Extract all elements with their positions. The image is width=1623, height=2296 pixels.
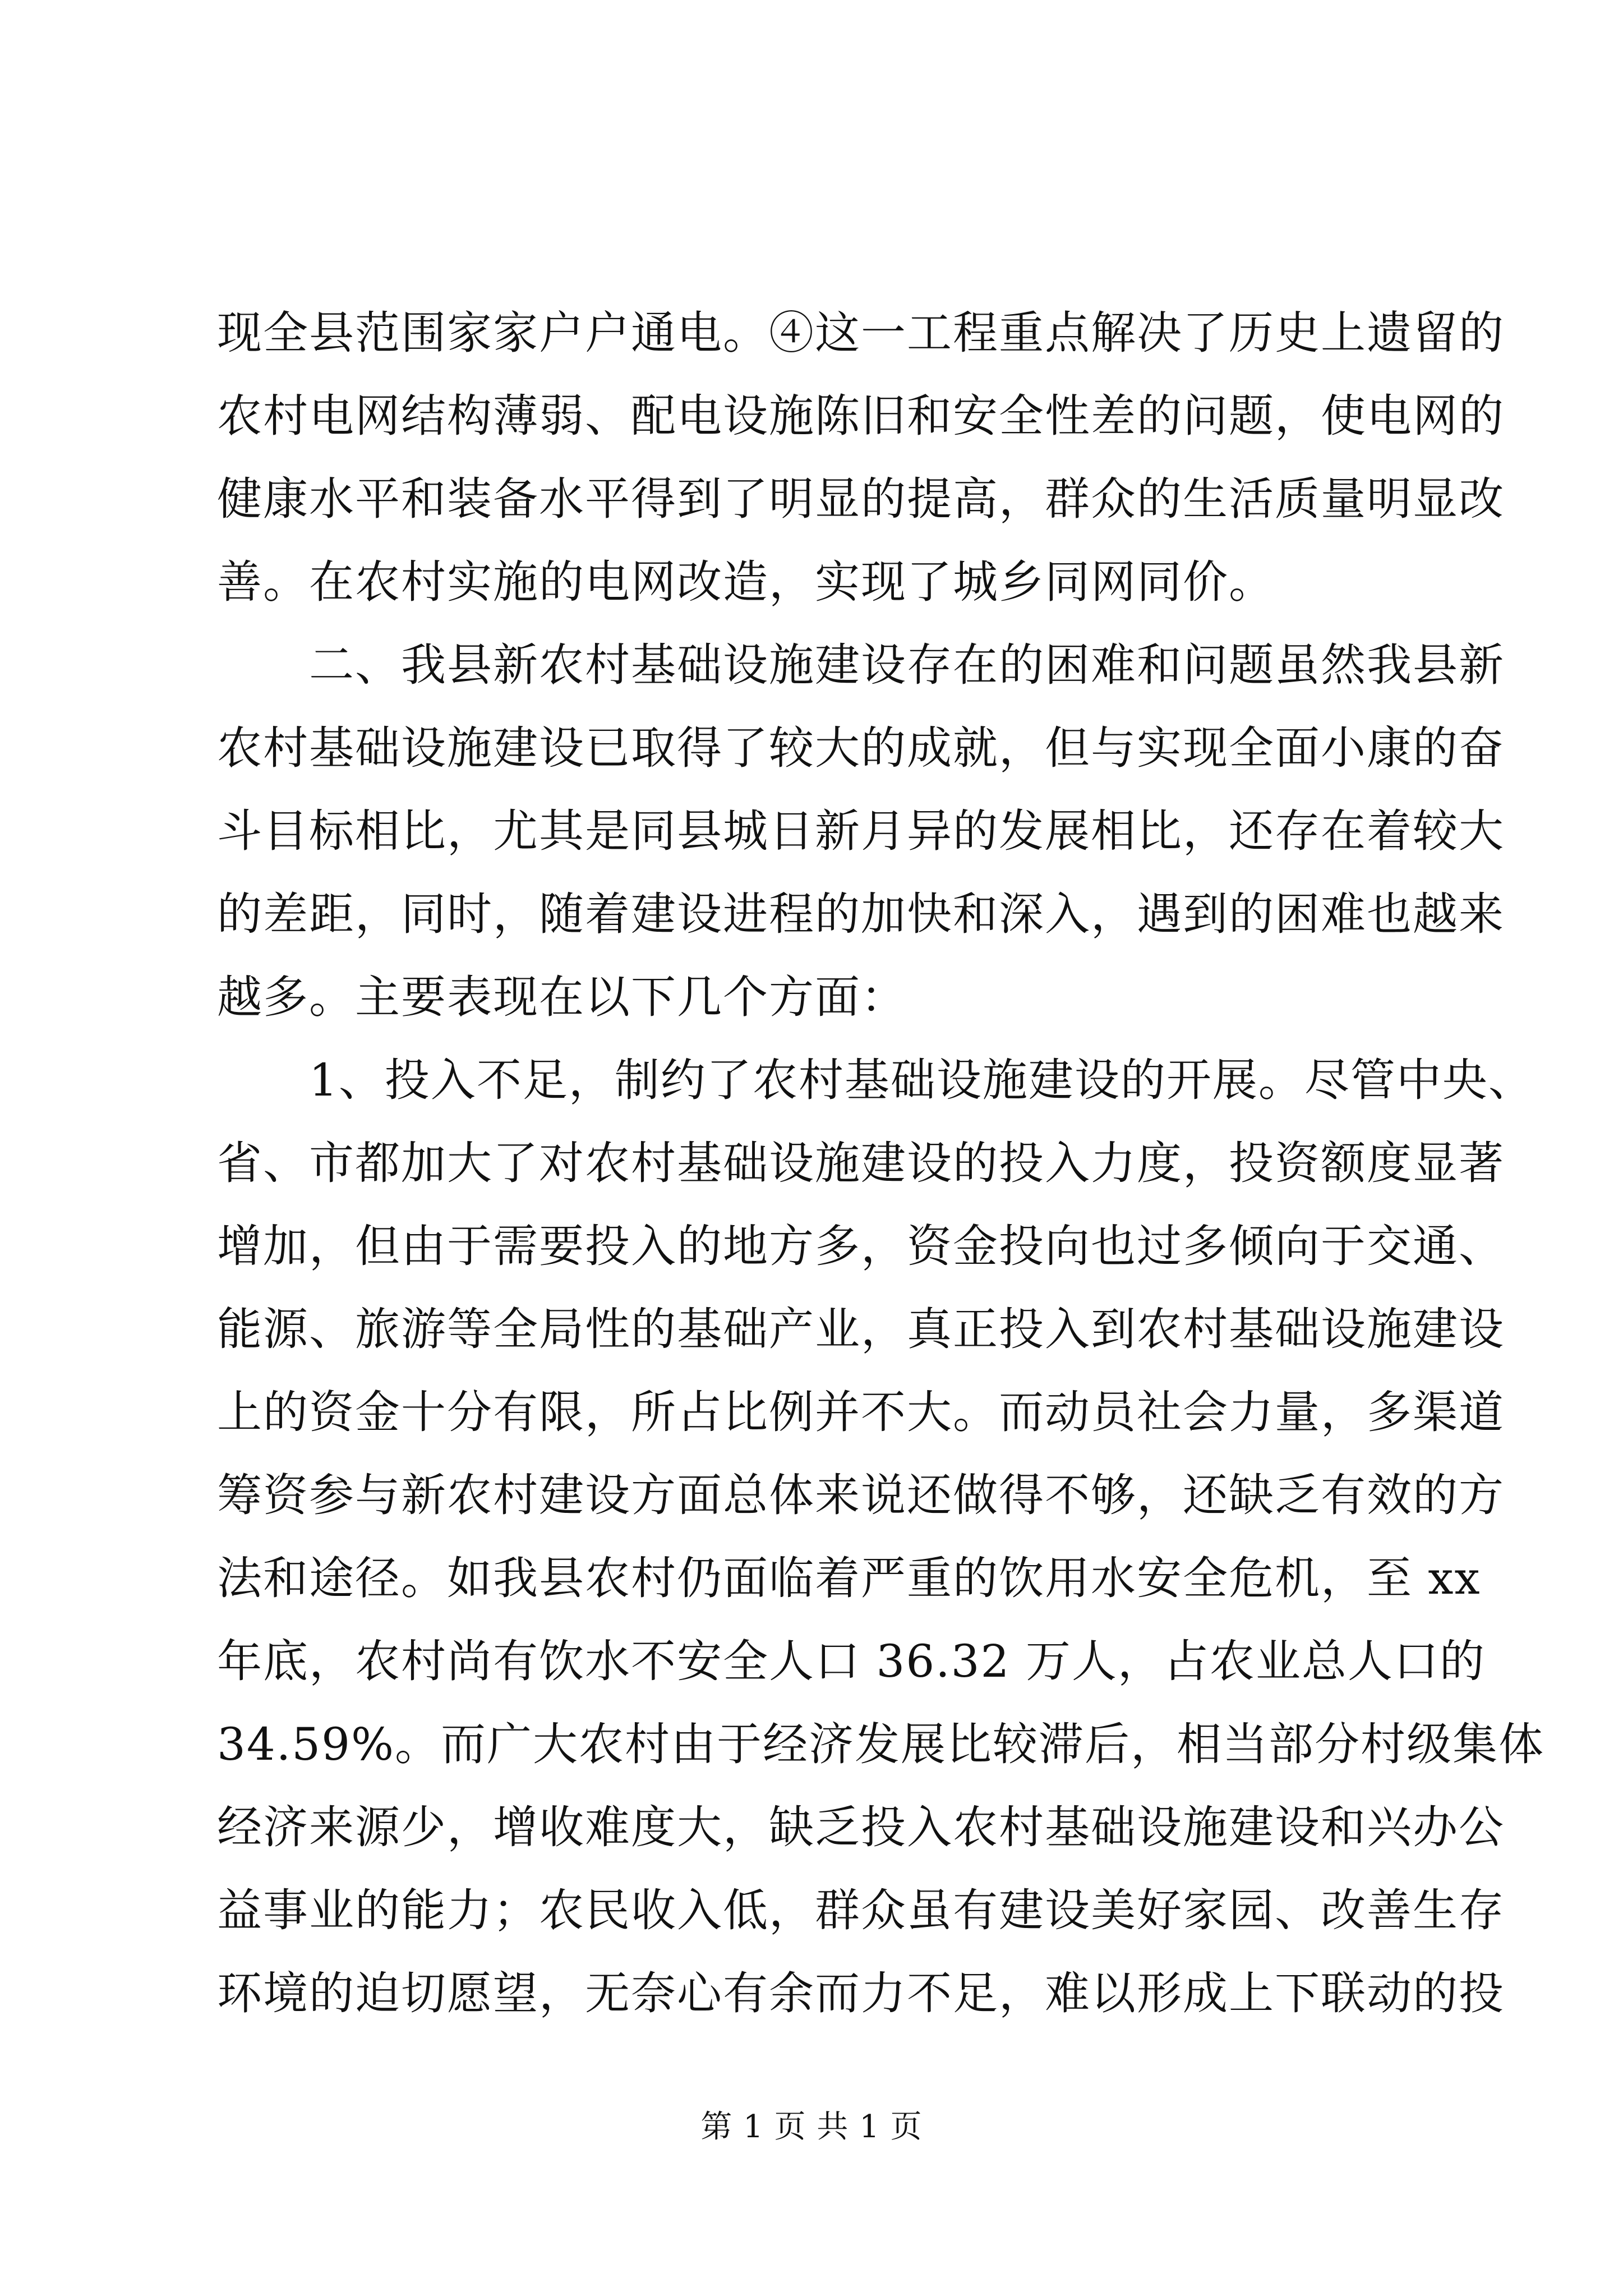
- text-line: 现全县范围家家户户通电。④这一工程重点解决了历史上遗留的: [217, 307, 1505, 359]
- text-line: 环境的迫切愿望，无奈心有余而力不足，难以形成上下联动的投: [217, 1967, 1505, 2019]
- page-footer: [0, 2105, 1623, 2150]
- text-line: 年底，农村尚有饮水不安全人口 36.32 万人，占农业总人口的: [217, 1635, 1486, 1687]
- body-text: [217, 292, 1545, 2035]
- text-line: 经济来源少，增收难度大，缺乏投入农村基础设施建设和兴办公: [217, 1801, 1505, 1853]
- text-line: 健康水平和装备水平得到了明显的提高，群众的生活质量明显改: [217, 473, 1505, 525]
- text-line: 二、我县新农村基础设施建设存在的困难和问题虽然我县新: [217, 639, 1505, 691]
- text-line: 增加，但由于需要投入的地方多，资金投向也过多倾向于交通、: [217, 1220, 1505, 1272]
- text-line: 能源、旅游等全局性的基础产业，真正投入到农村基础设施建设: [217, 1303, 1505, 1355]
- page-number: 第 1 页 共 1 页: [700, 2109, 923, 2145]
- text-line: 的差距，同时，随着建设进程的加快和深入，遇到的困难也越来: [217, 888, 1505, 940]
- text-line: 农村电网结构薄弱、配电设施陈旧和安全性差的问题，使电网的: [217, 390, 1505, 442]
- text-line: 斗目标相比，尤其是同县城日新月异的发展相比，还存在着较大: [217, 805, 1505, 857]
- text-line: 省、市都加大了对农村基础设施建设的投入力度，投资额度显著: [217, 1137, 1505, 1189]
- text-line: 益事业的能力；农民收入低，群众虽有建设美好家园、改善生存: [217, 1884, 1505, 1936]
- text-line: 善。在农村实施的电网改造，实现了城乡同网同价。: [217, 556, 1275, 608]
- text-line: 越多。主要表现在以下几个方面：: [217, 971, 907, 1023]
- text-line: 筹资参与新农村建设方面总体来说还做得不够，还缺乏有效的方: [217, 1469, 1505, 1521]
- text-line: 法和途径。如我县农村仍面临着严重的饮用水安全危机，至 xx: [217, 1552, 1481, 1604]
- text-line: 34.59%。而广大农村由于经济发展比较滞后，相当部分村级集体: [217, 1718, 1545, 1770]
- text-line: 1、投入不足，制约了农村基础设施建设的开展。尽管中央、: [217, 1054, 1534, 1106]
- text-line: 农村基础设施建设已取得了较大的成就，但与实现全面小康的奋: [217, 722, 1505, 774]
- text-line: 上的资金十分有限，所占比例并不大。而动员社会力量，多渠道: [217, 1386, 1505, 1438]
